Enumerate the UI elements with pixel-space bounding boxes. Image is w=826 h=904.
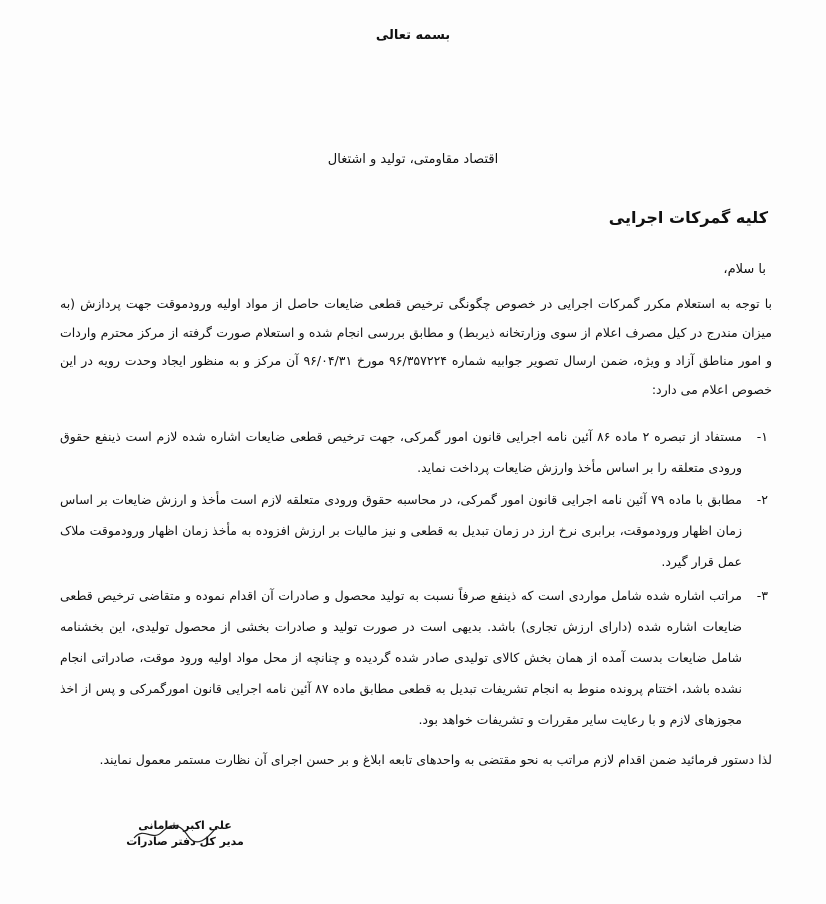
closing-paragraph: لذا دستور فرمائید ضمن اقدام لازم مراتب به نحو مقتضی به واحدهای تابعه ابلاغ و بر حسن اجرای آن نظارت مستمر معمول نمایند.	[99, 752, 772, 767]
list-item-text: مستفاد از تبصره ۲ ماده ۸۶ آئین نامه اجرایی قانون امور گمرکی، جهت ترخیص قطعی ضایعات اشاره شده لازم است ذینفع حقوق ورودی متعلقه را بر اساس مأخذ وارزش ضایعات پرداخت نماید.	[60, 429, 742, 475]
list-item	[60, 421, 772, 483]
greeting-text: با سلام،	[723, 262, 766, 277]
list-item-text: مراتب اشاره شده شامل مواردی است که ذینفع صرفاً نسبت به تولید محصول و صادرات آن اقدام نموده و متقاضی ترخیص قطعی ضایعات اشاره شده (دارای ارزش تجاری) باشد. بدیهی است در صورت تولید و صادرات بخشی از محصول تولیدی، این بخشنامه شامل ضایعات بدست آمده از همان بخش کالای تولیدی صادر شده گردیده و چنانچه از محل مواد اولیه ورود موقت، صادراتی انجام نشده باشد، اختتام پرونده منوط به انجام تشریفات تبدیل به قطعی مطابق ماده ۸۷ آئین نامه اجرایی قانون امورگمرکی و پس از اخذ مجوزهای لازم و با رعایت سایر مقررات و تشریفات خواهد بود.	[60, 588, 742, 727]
signatory-title: مدیر کل دفتر صادرات	[126, 835, 244, 848]
list-item-number: ۱-	[756, 429, 768, 444]
signature-scribble-icon	[130, 822, 220, 844]
list-item-number: ۳-	[756, 588, 768, 603]
list-item-number: ۲-	[756, 492, 768, 507]
recipient-heading: کلیه گمرکات اجرایی	[608, 208, 768, 227]
list-item-text: مطابق با ماده ۷۹ آئین نامه اجرایی قانون امور گمرکی، در محاسبه حقوق ورودی متعلقه لازم است مأخذ و ارزش ضایعات بر اساس زمان اظهار ورودموقت، برابری نرخ ارز در زمان تبدیل به قطعی و نیز مالیات بر ارزش افزوده به مأخذ زمان اظهار ورودموقت ملاک عمل قرار گیرد.	[60, 492, 742, 569]
signature-block	[120, 818, 250, 850]
intro-paragraph: با توجه به استعلام مکرر گمرکات اجرایی در خصوص چگونگی ترخیص قطعی ضایعات حاصل از مواد اولیه ورودموقت جهت پردازش (به میزان مندرج در کیل مصرف اعلام از سوی وزارتخانه ذیربط) و مطابق بررسی انجام شده و استعلام صورت گرفته از مرکز محترم واردات و امور مناطق آزاد و ویژه، ضمن ارسال تصویر جوابیه شماره ۹۶/۳۵۷۲۲۴ مورخ ۹۶/۰۴/۳۱ آن مرکز و به منظور ایجاد وحدت رویه در این خصوص اعلام می دارد:	[60, 296, 772, 397]
list-item	[60, 580, 772, 735]
signatory-name: علی اکبر شامانی	[138, 819, 232, 832]
list-item	[60, 484, 772, 577]
slogan-line: اقتصاد مقاومتی، تولید و اشتغال	[327, 152, 499, 167]
basmala-heading: بسمه تعالی	[375, 28, 451, 43]
